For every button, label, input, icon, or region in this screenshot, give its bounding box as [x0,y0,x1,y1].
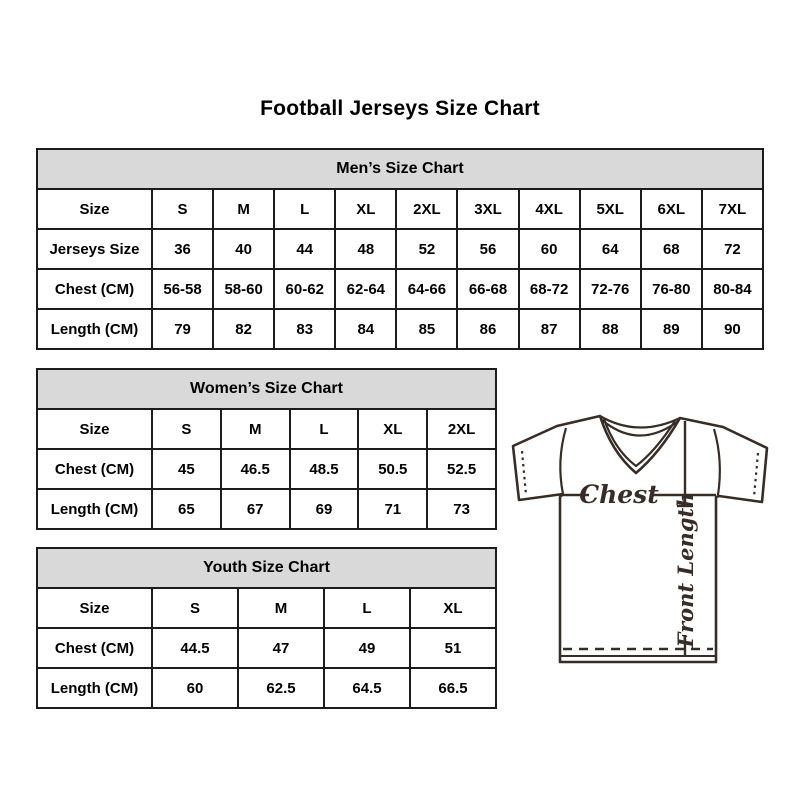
table-row [37,229,763,269]
size-value: 47 [238,628,324,668]
table-row [37,628,496,668]
row-label: Chest (CM) [37,628,152,668]
size-table [36,368,497,530]
size-value: 5XL [580,189,641,229]
size-value: 80-84 [702,269,763,309]
row-label: Length (CM) [37,668,152,708]
size-value: 36 [152,229,213,269]
table-row [37,309,763,349]
size-value: 66-68 [457,269,518,309]
size-value: 73 [427,489,496,529]
size-value: 90 [702,309,763,349]
size-value: XL [358,409,427,449]
table-title-row [37,149,763,189]
size-value: L [324,588,410,628]
table-title: Youth Size Chart [37,548,496,588]
size-value: M [221,409,290,449]
table-row [37,668,496,708]
collar-back-curve-upper [600,416,680,428]
size-value: 51 [410,628,496,668]
size-value: 87 [519,309,580,349]
size-value: 7XL [702,189,763,229]
size-value: 76-80 [641,269,702,309]
size-value: 62.5 [238,668,324,708]
table-row [37,189,763,229]
size-value: 45 [152,449,221,489]
size-value: XL [410,588,496,628]
jersey-body-outline [513,416,767,662]
size-value: 62-64 [335,269,396,309]
size-value: 6XL [641,189,702,229]
row-label: Length (CM) [37,489,152,529]
size-value: 58-60 [213,269,274,309]
size-value: 44.5 [152,628,238,668]
size-value: 52.5 [427,449,496,489]
size-table [36,148,764,350]
size-value: 56 [457,229,518,269]
size-value: 88 [580,309,641,349]
size-value: 89 [641,309,702,349]
chest-label: Chest [579,480,659,509]
row-label: Chest (CM) [37,269,152,309]
table-row [37,409,496,449]
front-length-label: Front Length [673,492,698,648]
row-label: Size [37,189,152,229]
size-value: 64.5 [324,668,410,708]
table-title-row [37,369,496,409]
jersey-outline-icon [505,400,775,680]
size-value: 40 [213,229,274,269]
size-table [36,547,497,709]
size-value: 50.5 [358,449,427,489]
row-label: Jerseys Size [37,229,152,269]
mens-size-table [36,148,764,348]
youth-size-table [36,547,497,707]
size-value: 68 [641,229,702,269]
size-value: 48.5 [290,449,359,489]
size-value: S [152,189,213,229]
size-value: 56-58 [152,269,213,309]
size-value: 48 [335,229,396,269]
size-value: 52 [396,229,457,269]
size-value: 86 [457,309,518,349]
size-value: L [290,409,359,449]
table-title: Women’s Size Chart [37,369,496,409]
size-value: 2XL [427,409,496,449]
size-value: L [274,189,335,229]
size-value: 2XL [396,189,457,229]
table-title-row [37,548,496,588]
size-value: 68-72 [519,269,580,309]
size-value: XL [335,189,396,229]
womens-size-table [36,368,497,528]
size-value: 79 [152,309,213,349]
table-title: Men’s Size Chart [37,149,763,189]
jersey-measurement-diagram [505,400,775,680]
table-row [37,489,496,529]
size-value: 72-76 [580,269,641,309]
size-value: 83 [274,309,335,349]
size-value: 46.5 [221,449,290,489]
size-value: 82 [213,309,274,349]
size-value: 84 [335,309,396,349]
size-value: S [152,409,221,449]
size-value: S [152,588,238,628]
page-title: Football Jerseys Size Chart [260,97,540,120]
row-label: Size [37,409,152,449]
size-value: 64 [580,229,641,269]
size-value: 71 [358,489,427,529]
size-value: 60-62 [274,269,335,309]
size-value: 60 [152,668,238,708]
size-value: 49 [324,628,410,668]
table-row [37,449,496,489]
row-label: Length (CM) [37,309,152,349]
size-value: 85 [396,309,457,349]
row-label: Chest (CM) [37,449,152,489]
size-value: 66.5 [410,668,496,708]
table-row [37,588,496,628]
row-label: Size [37,588,152,628]
size-value: 4XL [519,189,580,229]
size-value: M [238,588,324,628]
size-value: 65 [152,489,221,529]
size-value: 72 [702,229,763,269]
size-value: 64-66 [396,269,457,309]
size-value: M [213,189,274,229]
size-value: 69 [290,489,359,529]
table-row [37,269,763,309]
size-value: 60 [519,229,580,269]
size-value: 67 [221,489,290,529]
size-value: 3XL [457,189,518,229]
size-value: 44 [274,229,335,269]
